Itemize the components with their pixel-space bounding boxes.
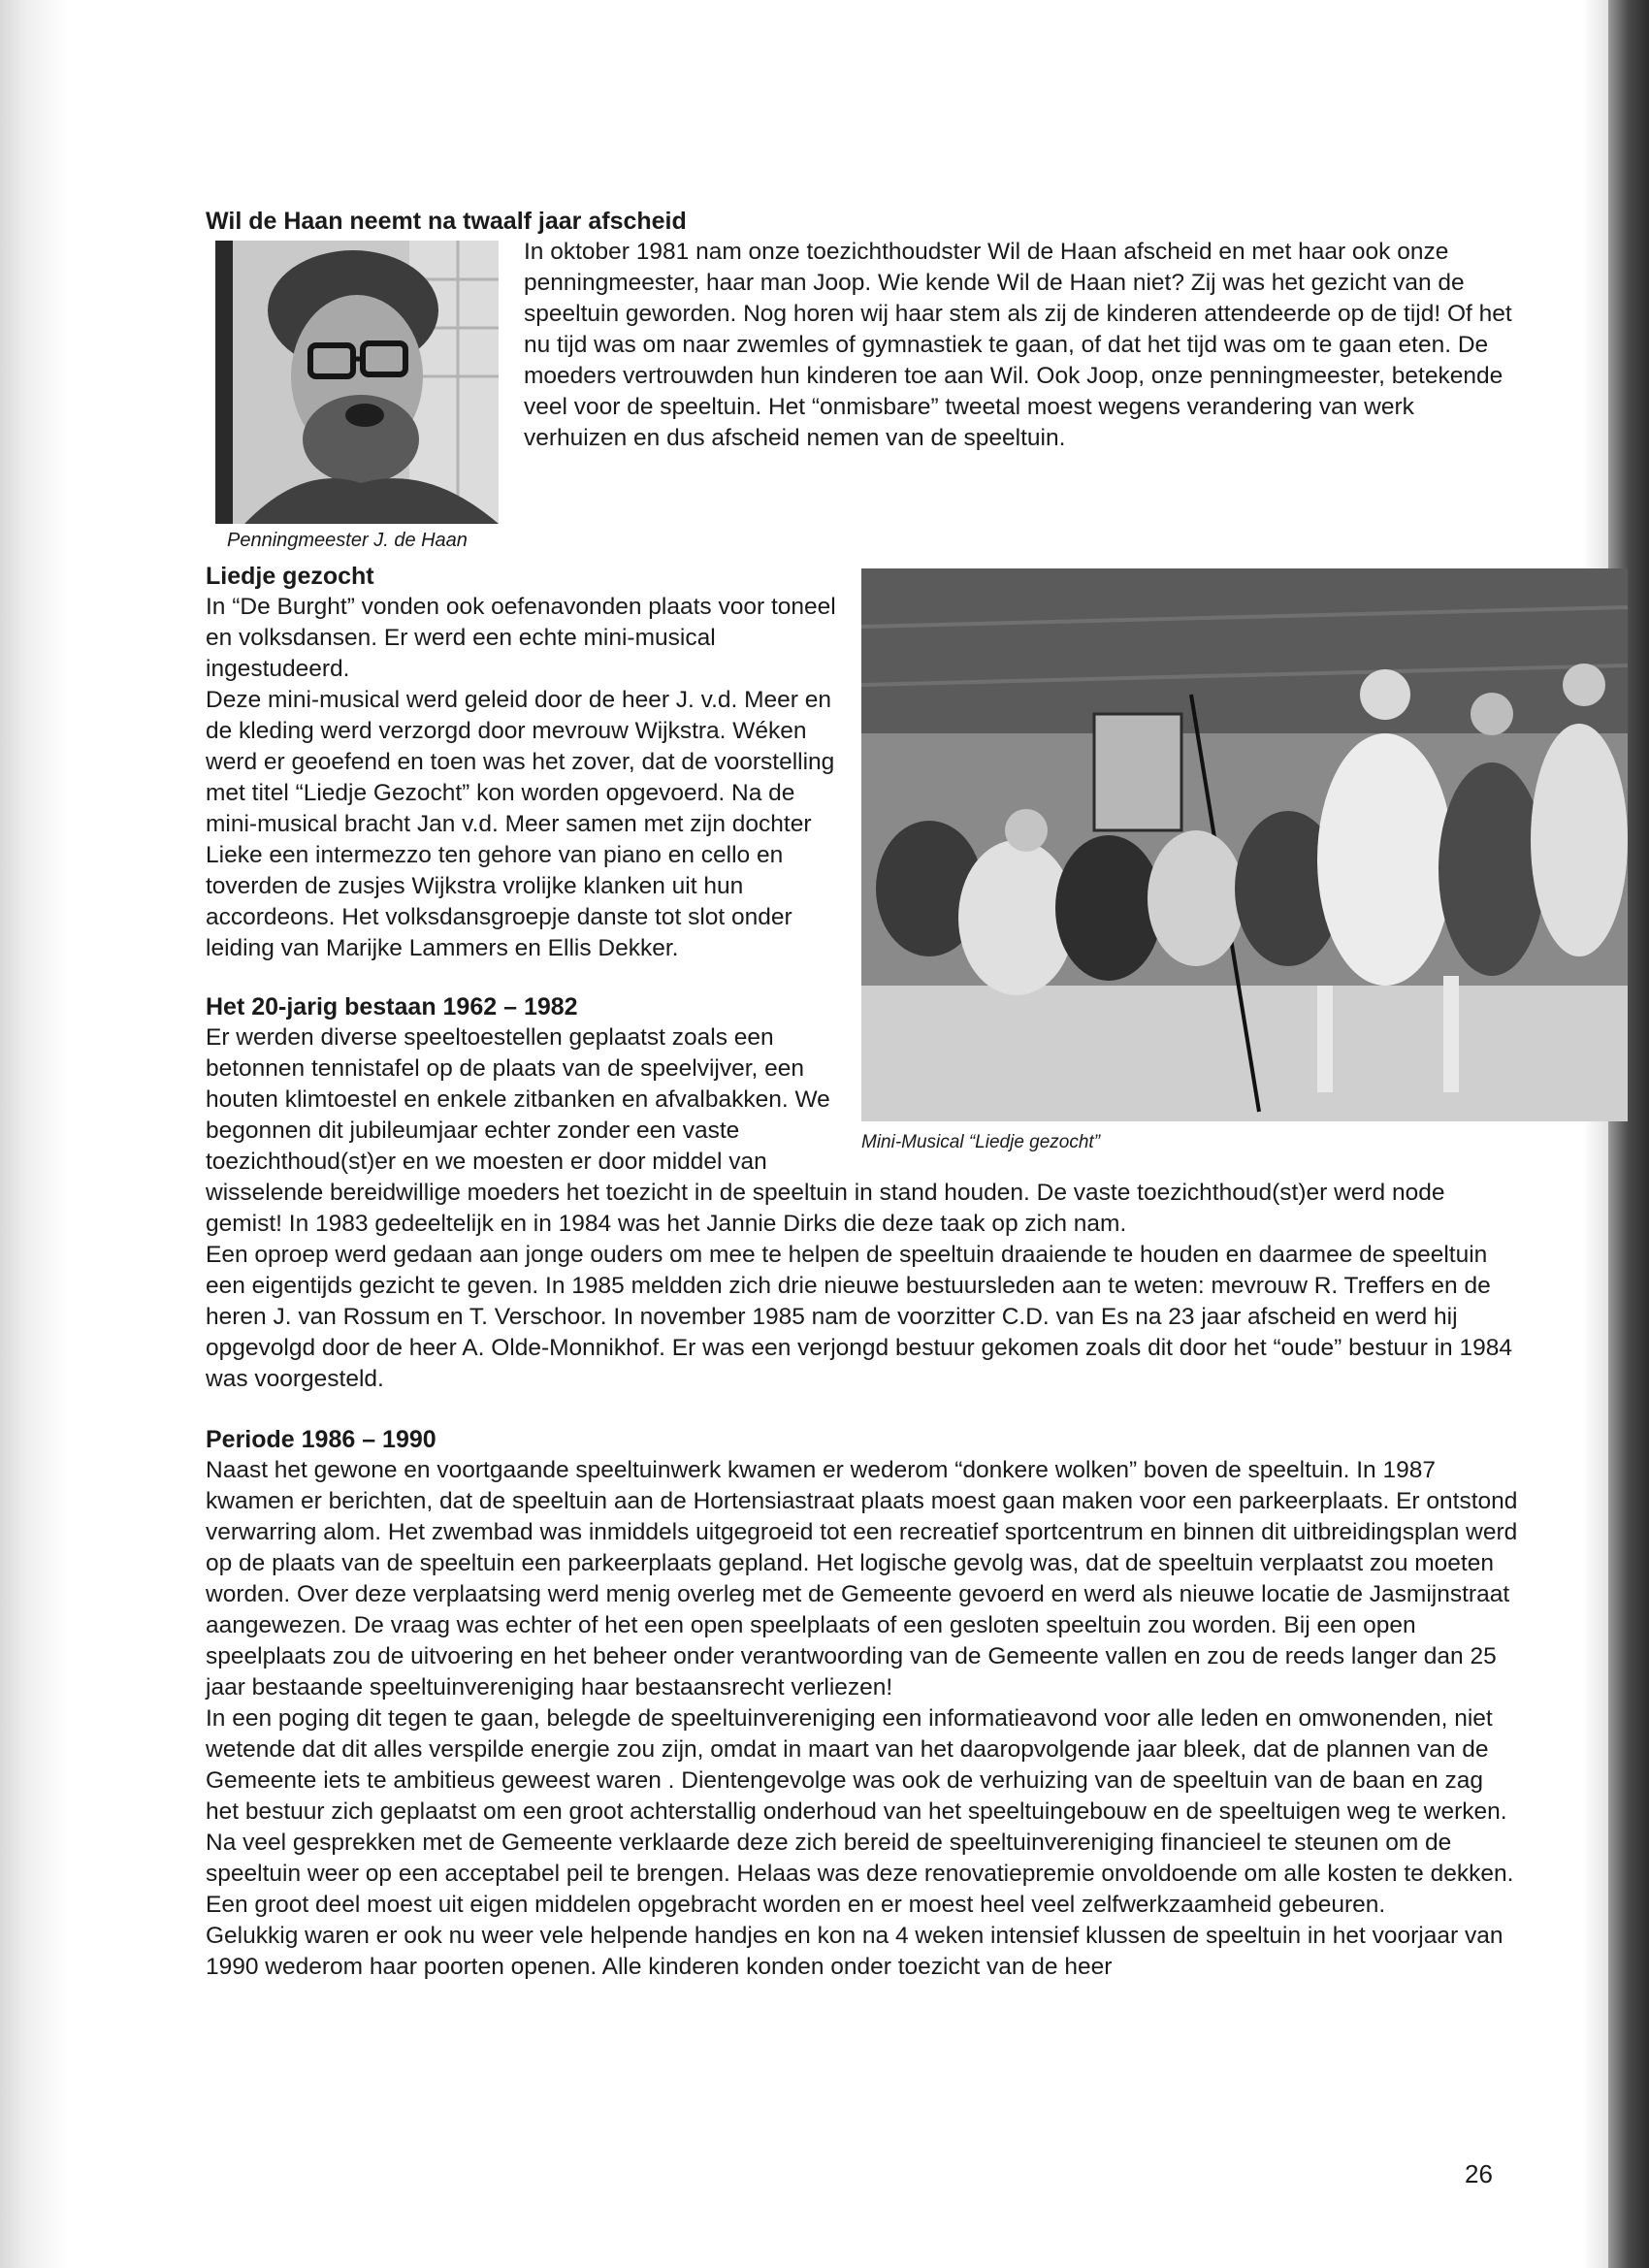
portrait-photo-joop-de-haan <box>215 241 499 524</box>
scan-edge-left <box>0 0 68 2268</box>
page-body <box>206 206 1521 1983</box>
portrait-figure <box>215 241 499 553</box>
musical-photo-illustration <box>861 568 1628 1121</box>
section-text-periode-1: Naast het gewone en voortgaande speeltuinwerk kwamen er wederom “donkere wolken” boven de speeltuin. In 1987 kwamen er berichten, dat de speeltuin aan de Hortensiastraat plaats moest gaan maken voor een parkeerplaats. Er ontstond verwarring alom. Het zwembad was inmiddels uitgegroeid tot een recreatief sportcentrum en binnen dit uitbreidingsplan werd op de plaats van de speeltuin een parkeerplaats gepland. Het logische gevolg was, dat de speeltuin verplaatst zou moeten worden. Over deze verplaatsing werd menig overleg met de Gemeente gevoerd en werd als nieuwe locatie de Jasmijnstraat aangewezen. De vraag was echter of het een open speelplaats of een gesloten speeltuin zou worden. Bij een open speelplaats zou de uitvoering en het beheer onder verantwoording van de Gemeente vallen en zou de reeds langer dan 25 jaar bestaande speeltuinvereniging haar bestaansrecht verliezen! <box>206 1457 1518 1701</box>
section-text-20-jarig-1: Er werden diverse speeltoestellen geplaatst zoals een betonnen tennistafel op de plaats van de speelvijver, een houten klimtoestel en enkele zitbanken en afvalbakken. We begonnen dit jubileumjaar echter zonder een vaste toezichthoud(st)er en we moesten er door middel van wisselende bereidwillige moeders het toezicht in de speeltuin in stand houden. De vaste toezichthoud(st)er werd node gemist! In 1983 gedeeltelijk en in 1984 was het Jannie Dirks die deze taak op zich nam. <box>206 1024 1445 1237</box>
section-text-20-jarig-2: Een oproep werd gedaan aan jonge ouders om mee te helpen de speeltuin draaiende te houden en daarmee de speeltuin een eigentijds gezicht te geven. In 1985 meldden zich drie nieuwe bestuursleden aan te weten: mevrouw R. Treffers en de heren J. van Rossum en T. Verschoor. In november 1985 nam de voorzitter C.D. van Es na 23 jaar afscheid en werd hij opgevolgd door de heer A. Olde-Monnikhof. Er was een verjongd bestuur gekomen zoals dit door het “oude” bestuur in 1984 was voorgesteld. <box>206 1242 1512 1392</box>
section-text-liedje-gezocht-2: Deze mini-musical werd geleid door de heer J. v.d. Meer en de kleding werd verzorgd door mevrouw Wijkstra. Wéken werd er geoefend en toen was het zover, dat de voorstelling met titel “Liedje Gezocht” kon worden opgevoerd. Na de mini-musical bracht Jan v.d. Meer samen met zijn dochter Lieke een intermezzo ten gehore van piano en cello en toverden de zusjes Wijkstra vrolijke klanken uit hun accordeons. Het volksdansgroepje danste tot slot onder leiding van Marijke Lammers en Ellis Dekker. <box>206 687 835 961</box>
section-text-periode-3: Gelukkig waren er ook nu weer vele helpende handjes en kon na 4 weken intensief klussen de speeltuin in het voorjaar van 1990 wederom haar poorten openen. Alle kinderen konden onder toezicht van de heer <box>206 1923 1504 1980</box>
section-text-liedje-gezocht-1: In “De Burght” vonden ook oefenavonden plaats voor toneel en volksdansen. Er werd een echte mini-musical ingestudeerd. <box>206 594 836 682</box>
section-text-wil-de-haan: In oktober 1981 nam onze toezichthoudster Wil de Haan afscheid en met haar ook onze penningmeester, haar man Joop. Wie kende Wil de Haan niet? Zij was het gezicht van de speeltuin geworden. Nog horen wij haar stem als zij de kinderen attendeerde op de tijd! Of het nu tijd was om naar zwemles of gymnastiek te gaan, of dat het tijd was om te gaan eten. De moeders vertrouwden hun kinderen toe aan Wil. Ook Joop, onze penningmeester, betekende veel voor de speeltuin. Het “onmisbare” tweetal moest wegens verandering van werk verhuizen en dus afscheid nemen van de speeltuin. <box>524 239 1512 451</box>
musical-photo <box>861 568 1628 1121</box>
musical-photo-caption: Mini-Musical “Liedje gezocht” <box>861 1132 1101 1152</box>
section-heading-20-jarig-bestaan: Het 20-jarig bestaan 1962 – 1982 <box>206 993 578 1021</box>
section-heading-wil-de-haan: Wil de Haan neemt na twaalf jaar afscheid <box>206 208 687 235</box>
portrait-caption: Penningmeester J. de Haan <box>227 530 468 551</box>
section-heading-periode-1986-1990: Periode 1986 – 1990 <box>206 1426 436 1453</box>
page-number: 26 <box>1465 2159 1493 2188</box>
portrait-illustration <box>215 241 499 524</box>
section-text-periode-2: In een poging dit tegen te gaan, belegde de speeltuinvereniging een informatieavond voor alle leden en omwonenden, niet wetende dat dit alles verspilde energie zou zijn, omdat in maart van het daaropvolgende jaar bleek, dat de plannen van de Gemeente iets te ambitieus geweest waren . Dientengevolge was ook de verhuizing van de speeltuin van de baan en zag het bestuur zich geplaatst om een groot achterstallig onderhoud van het speeltuingebouw en de speeltuigen weg te werken. Na veel gesprekken met de Gemeente verklaarde deze zich bereid de speeltuinvereniging financieel te steunen om de speeltuin weer op een acceptabel peil te brengen. Helaas was deze renovatiepremie onvoldoende om alle kosten te dekken. Een groot deel moest uit eigen middelen opgebracht worden en er moest heel veel zelfwerkzaamheid gebeuren. <box>206 1705 1514 1918</box>
musical-photo-figure <box>861 568 1628 1154</box>
section-heading-liedje-gezocht: Liedje gezocht <box>206 563 374 590</box>
